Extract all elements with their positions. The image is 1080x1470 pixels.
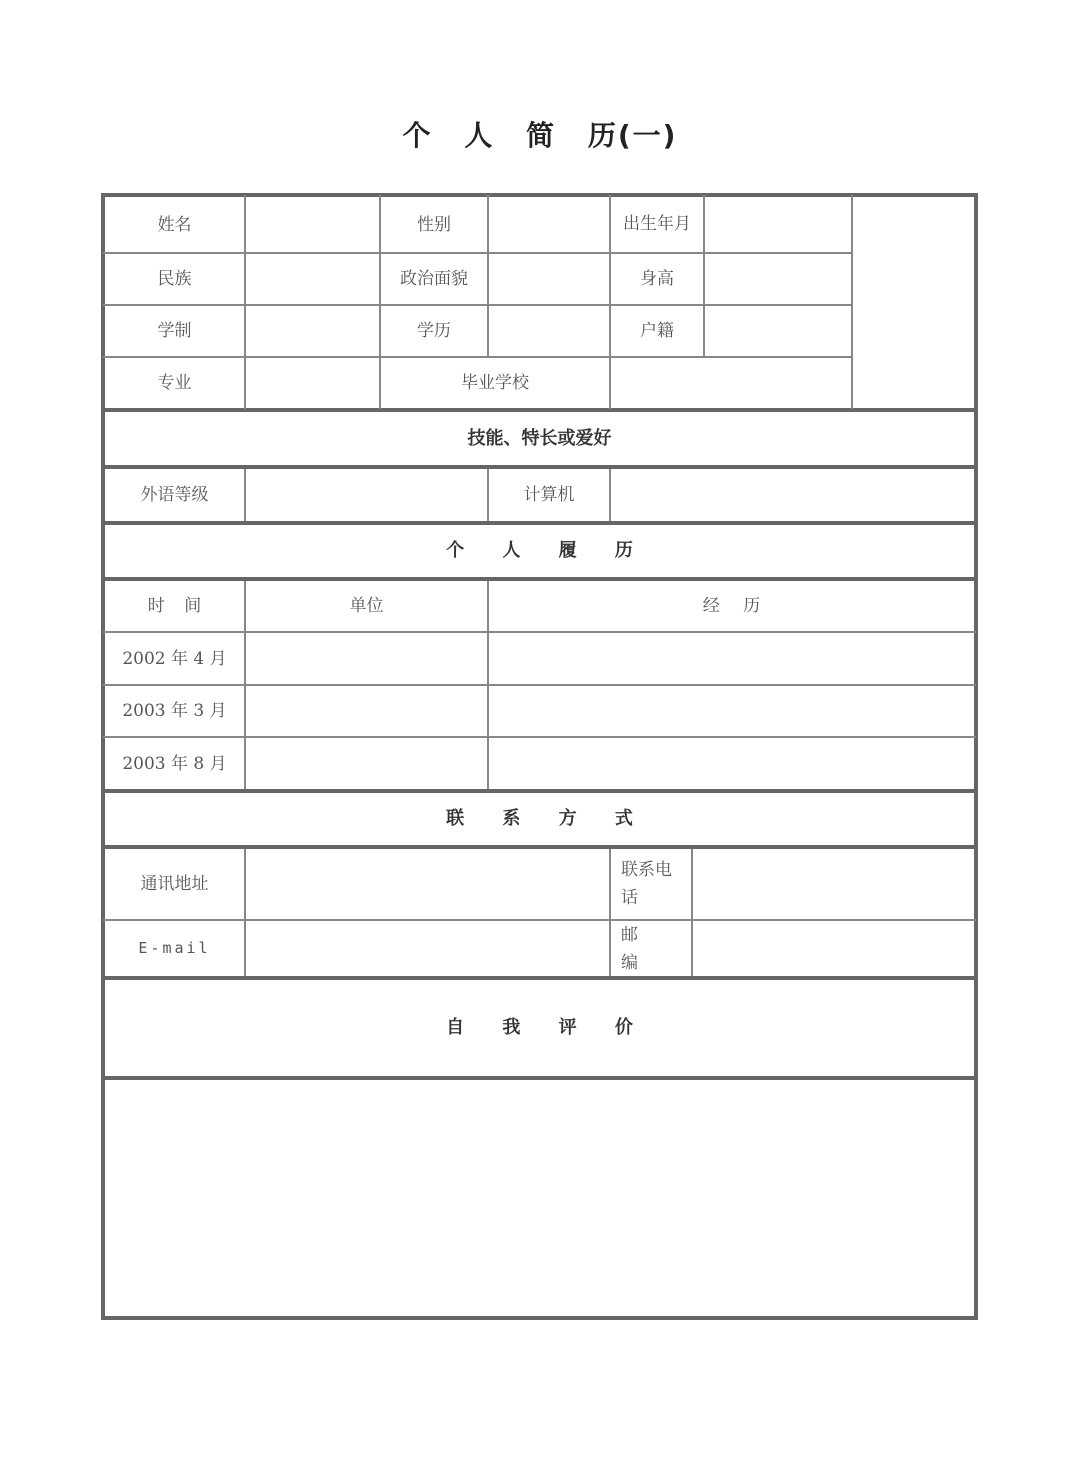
label-address: 通讯地址 (140, 874, 209, 894)
label-household-registration: 户籍 (640, 321, 674, 341)
major-field[interactable] (246, 358, 379, 408)
photo-cell[interactable] (853, 197, 974, 408)
foreign-language-field[interactable] (246, 469, 487, 521)
column-header-experience: 经 历 (702, 596, 761, 616)
political-status-field[interactable] (489, 254, 609, 304)
label-gender: 性别 (417, 214, 451, 235)
resume-row-experience-field[interactable] (489, 633, 974, 684)
label-foreign-language: 外语等级 (140, 485, 209, 505)
contact-header: 联 系 方 式 (446, 808, 649, 829)
label-birth-date: 出生年月 (623, 214, 691, 234)
title-char: 历(一) (587, 119, 678, 152)
resume-row-time: 2003 年 3 月 (122, 701, 227, 721)
label-ethnicity: 民族 (157, 269, 192, 289)
resume-row-experience-field[interactable] (489, 738, 974, 789)
resume-row-unit-field[interactable] (246, 686, 487, 736)
school-system-field[interactable] (246, 306, 379, 356)
label-computer: 计算机 (523, 485, 575, 505)
label-postcode: 邮编 (621, 925, 638, 973)
education-field[interactable] (489, 306, 609, 356)
label-height: 身高 (640, 269, 674, 289)
name-field[interactable] (246, 197, 379, 252)
gender-field[interactable] (489, 197, 609, 252)
page-title (0, 114, 1080, 154)
ethnicity-field[interactable] (246, 254, 379, 304)
height-field[interactable] (705, 254, 851, 304)
email-field[interactable] (246, 921, 609, 975)
label-education: 学历 (417, 321, 451, 341)
skills-header: 技能、特长或爱好 (467, 427, 612, 449)
computer-field[interactable] (611, 469, 974, 521)
column-header-time: 时 间 (147, 596, 202, 616)
title-char: 简 (526, 119, 557, 152)
label-graduated-school: 毕业学校 (461, 373, 529, 393)
label-school-system: 学制 (157, 321, 192, 341)
label-political-status: 政治面貌 (400, 269, 468, 289)
resume-row-unit-field[interactable] (246, 738, 487, 789)
address-field[interactable] (246, 849, 609, 919)
resume-row-time: 2003 年 8 月 (122, 753, 227, 774)
label-major: 专业 (157, 373, 192, 393)
resume-row-experience-field[interactable] (489, 686, 974, 736)
title-char: 人 (464, 119, 495, 152)
self-evaluation-header: 自 我 评 价 (446, 1017, 649, 1038)
household-registration-field[interactable] (705, 306, 851, 356)
graduated-school-field[interactable] (611, 358, 851, 408)
postcode-field[interactable] (693, 921, 974, 975)
title-char: 个 (402, 119, 433, 152)
label-email: E-mail (138, 939, 211, 957)
resume-row-unit-field[interactable] (246, 633, 487, 684)
label-phone: 联系电话 (621, 860, 672, 908)
birth-date-field[interactable] (705, 197, 851, 252)
label-name: 姓名 (157, 214, 192, 235)
resume-header: 个 人 履 历 (446, 540, 649, 561)
resume-row-time: 2002 年 4 月 (122, 648, 227, 669)
column-header-unit: 单位 (349, 596, 384, 616)
self-evaluation-field[interactable] (105, 1080, 974, 1316)
phone-field[interactable] (693, 849, 974, 919)
